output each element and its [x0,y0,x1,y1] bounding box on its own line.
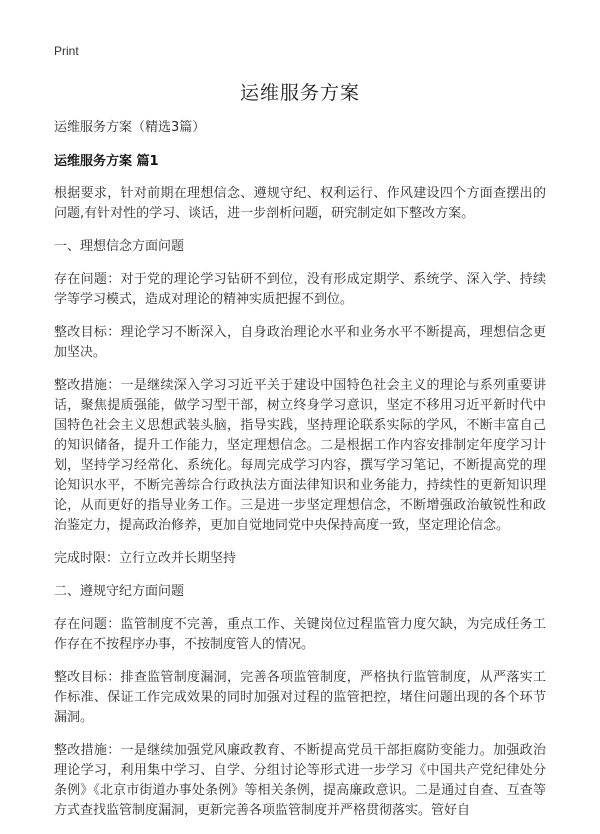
paragraph-measures-ideals: 整改措施：一是继续深入学习习近平关于建设中国特色社会主义的理论与系列重要讲话，聚焦提质强能，做学习型干部，树立终身学习意识，坚定不移用习近平新时代中国特色社会主义思想武装头脑，指导实践，坚持理论联系实际的学风，不断丰富自己的知识储备，提升工作能力，坚定理想信念。二是根据工作内容安排制定年度学习计划，坚持学习经常化、系统化。每周完成学习内容，撰写学习笔记，不断提高党的理论知识水平，不断完善综合行政执法方面法律知识和业务能力，持续性的更新知识理论，从而更好的指导业务工作。三是进一步坚定理想信念，不断增强政治敏锐性和政治鉴定力，提高政治修养，更加自觉地同党中央保持高度一致，坚定理论信念。 [54,378,546,533]
paragraph-intro: 根据要求，针对前期在理想信念、遵规守纪、权利运行、作风建设四个方面查摆出的问题,有针对性的学习、谈话，进一步剖析问题，研究制定如下整改方案。 [54,186,546,221]
article-subtitle: 运维服务方案（精选3篇） [54,120,206,135]
section-heading: 运维服务方案 篇1 [54,154,159,169]
paragraph-deadline: 完成时限：立行立改并长期坚持 [54,551,237,566]
paragraph-goal-discipline: 整改目标：排查监管制度漏洞，完善各项监管制度，严格执行监管制度，从严落实工作标准、保证工作完成效果的同时加强对过程的监管把控，堵住问题出现的各个环节漏洞。 [54,670,546,725]
paragraph-problem-ideals: 存在问题：对于党的理论学习钻研不到位，没有形成定期学、系统学、深入学、持续学等学习模式，造成对理论的精神实质把握不到位。 [54,272,546,307]
paragraph-heading-ideals: 一、理想信念方面问题 [54,239,185,254]
print-link[interactable]: Print [54,44,79,58]
paragraph-problem-discipline: 存在问题：监管制度不完善，重点工作、关键岗位过程监管力度欠缺，为完成任务工作存在不按程序办事，不按制度管人的情况。 [54,617,546,652]
paragraph-measures-discipline: 整改措施：一是继续加强党风廉政教育、不断提高党员干部拒腐防变能力。加强政治理论学习，利用集中学习、自学、分组讨论等形式进一步学习《中国共产党纪律处分条例》《北京市街道办事处条例》等相关条例，提高廉政意识。二是通过自查、互查等方式查找监管制度漏洞，更新完善各项监管制度并严格贯彻落实。管好自 [54,743,546,818]
document-title: 运维服务方案 [239,82,360,104]
article-body [54,118,546,834]
paragraph-heading-discipline: 二、遵规守纪方面问题 [54,584,185,599]
paragraph-goal-ideals: 整改目标：理论学习不断深入，自身政治理论水平和业务水平不断提高，理想信念更加坚决。 [54,325,546,360]
